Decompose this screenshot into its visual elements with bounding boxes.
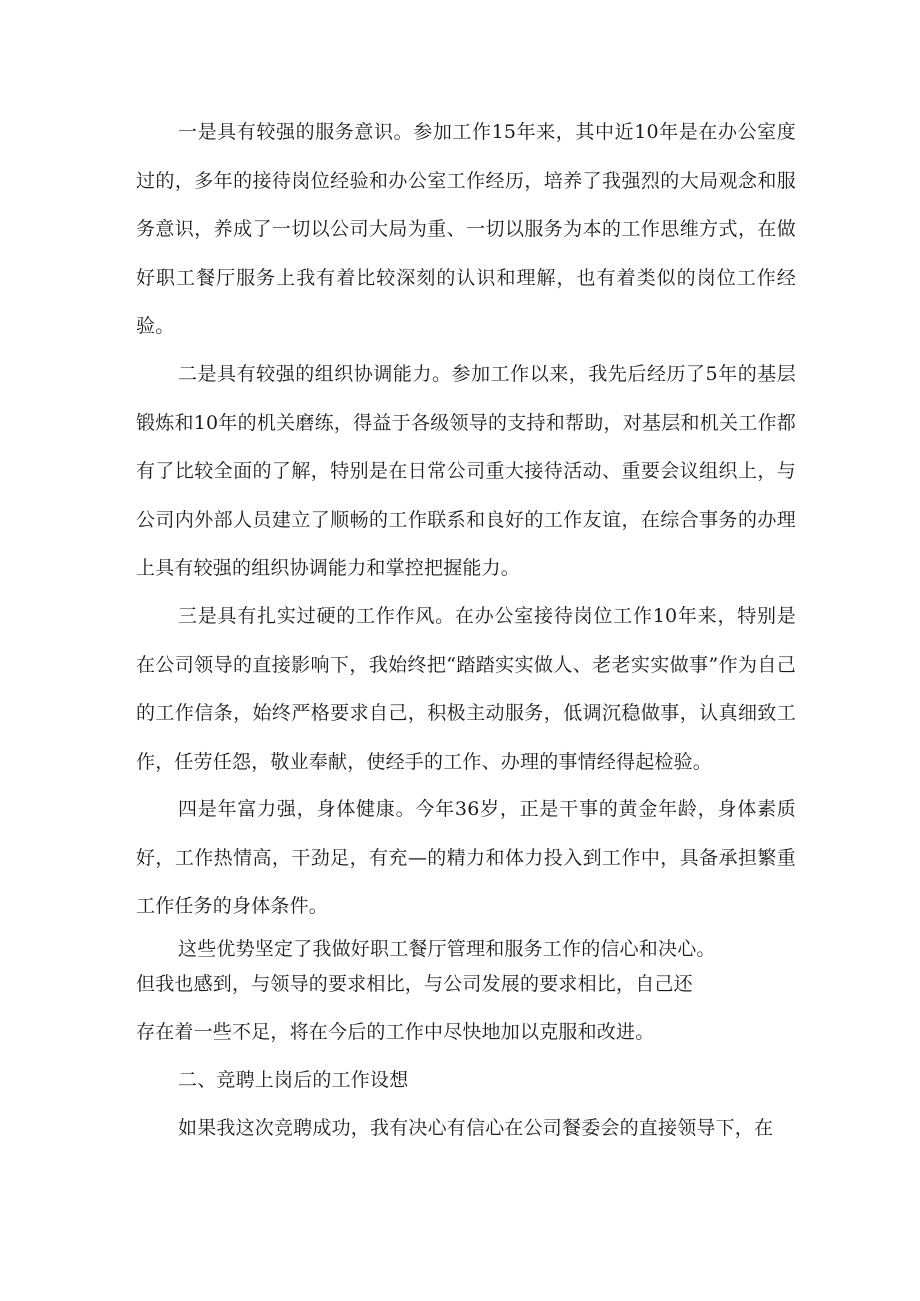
comparison-line: 但我也感到，与领导的要求相比，与公司发展的要求相比，自己还	[136, 973, 693, 995]
shortfall-line: 存在着一些不足，将在今后的工作中尽快地加以克服和改进。	[136, 1021, 655, 1043]
paragraph-work-style: 三是具有扎实过硬的工作作风。在办公室接待岗位工作10年来，特别是在公司领导的直接影响下，我始终把“踏踏实实做人、老老实实做事”作为自己的工作信条，始终严格要求自己，积极主动服务，低调沉稳做事，认真细致工作，任劳任怨，敬业奉献，使经手的工作、办理的事情经得起检验。	[136, 605, 796, 773]
confidence-line: 这些优势坚定了我做好职工餐厅管理和服务工作的信心和决心。	[178, 938, 716, 960]
paragraph-health: 四是年富力强，身体健康。今年36岁，正是干事的黄金年龄，身体素质好，工作热情高，干劲足，有充—的精力和体力投入到工作中，具备承担繁重工作任务的身体条件。	[136, 798, 796, 917]
section-heading: 二、竞聘上岗后的工作设想	[178, 1069, 409, 1091]
final-line: 如果我这次竞聘成功，我有决心有信心在公司餐委会的直接领导下，在	[178, 1117, 774, 1139]
paragraph-service-awareness: 一是具有较强的服务意识。参加工作15年来，其中近10年是在办公室度过的，多年的接待岗位经验和办公室工作经历，培养了我强烈的大局观念和服务意识，养成了一切以公司大局为重、一切以服务为本的工作思维方式，在做好职工餐厅服务上我有着比较深刻的认识和理解，也有着类似的岗位工作经验。	[136, 121, 796, 337]
paragraph-coordination-ability: 二是具有较强的组织协调能力。参加工作以来，我先后经历了5年的基层锻炼和10年的机关磨练，得益于各级领导的支持和帮助，对基层和机关工作都有了比较全面的了解，特别是在日常公司重大接待活动、重要会议组织上，与公司内外部人员建立了顺畅的工作联系和良好的工作友谊，在综合事务的办理上具有较强的组织协调能力和掌控把握能力。	[136, 363, 796, 579]
